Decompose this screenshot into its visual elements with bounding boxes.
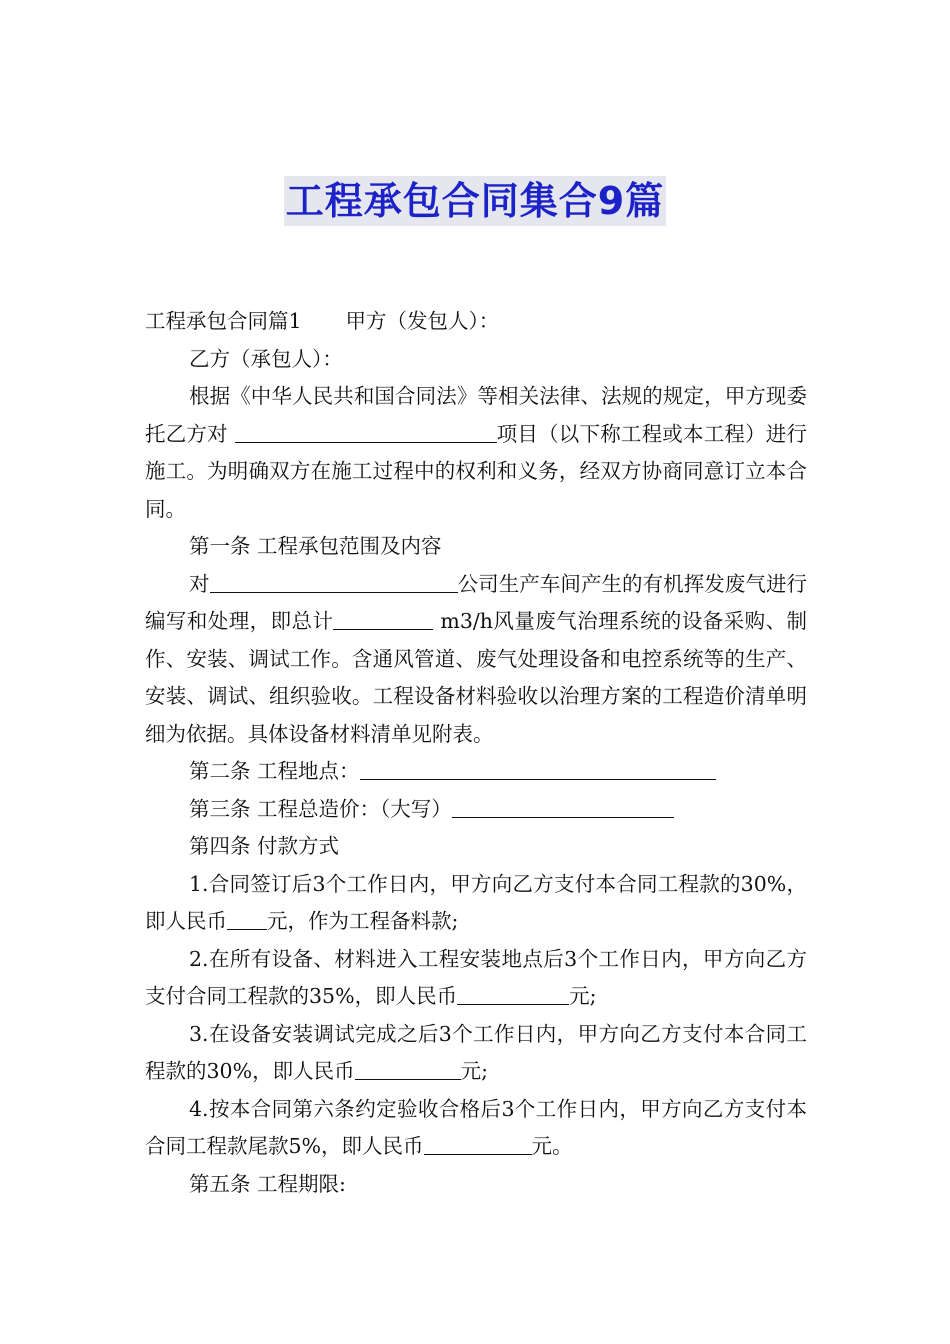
payment-4-blank (424, 1132, 532, 1155)
location-blank (360, 757, 716, 780)
project-name-blank (235, 420, 497, 443)
paragraph-header (145, 303, 807, 341)
article-1-content: 对 公司生产车间产生的有机挥发废气进行编写和处理，即总计 m3/h风量废气治理系统的设备采购、制作、安装、调试工作。含通风管道、废气处理设备和电控系统等的生产、安装、调试、组织验收。工程设备材料验收以治理方案的工程造价清单明细为依据。具体设备材料清单见附表。 (145, 571, 808, 746)
contract-section-label: 工程承包合同篇1 (145, 309, 302, 333)
document-body (145, 303, 807, 1203)
payment-item-1: 1.合同签订后3个工作日内，甲方向乙方支付本合同工程款的30%，即人民币 元，作为工程备料款; (145, 871, 807, 933)
article-2-location: 第二条 工程地点： (145, 753, 807, 791)
payment-3-blank (355, 1057, 461, 1080)
total-cost-blank (452, 795, 674, 818)
party-a-label: 甲方（发包人）： (345, 309, 500, 333)
article-3-cost: 第三条 工程总造价：（大写） (145, 791, 807, 829)
paragraph-preamble: 根据《中华人民共和国合同法》等相关法律、法规的规定，甲方现委托乙方对 项目（以下称工程或本工程）进行施工。为明确双方在施工过程中的权利和义务，经双方协商同意订立本合同。 (145, 384, 807, 521)
article-5-heading: 第五条 工程期限: (189, 1171, 346, 1196)
title-container (0, 176, 950, 226)
article-4-heading: 第四条 付款方式 (189, 834, 340, 858)
document-title: 工程承包合同集合9篇 (284, 176, 666, 226)
payment-2-blank (457, 982, 569, 1005)
airflow-blank (333, 607, 433, 630)
payment-item-4: 4.按本合同第六条约定验收合格后3个工作日内，甲方向乙方支付本合同工程款尾款5%，即人民币 元。 (145, 1096, 807, 1158)
payment-item-2: 2.在所有设备、材料进入工程安装地点后3个工作日内，甲方向乙方支付合同工程款的35%，即人民币 元; (145, 946, 807, 1008)
payment-item-3: 3.在设备安装调试完成之后3个工作日内，甲方向乙方支付本合同工程款的30%，即人民币 元; (145, 1021, 807, 1083)
article-1-heading: 第一条 工程承包范围及内容 (189, 534, 442, 558)
party-b-label: 乙方（承包人）： (189, 346, 343, 371)
payment-1-blank (227, 907, 267, 930)
company-name-blank (210, 570, 458, 593)
